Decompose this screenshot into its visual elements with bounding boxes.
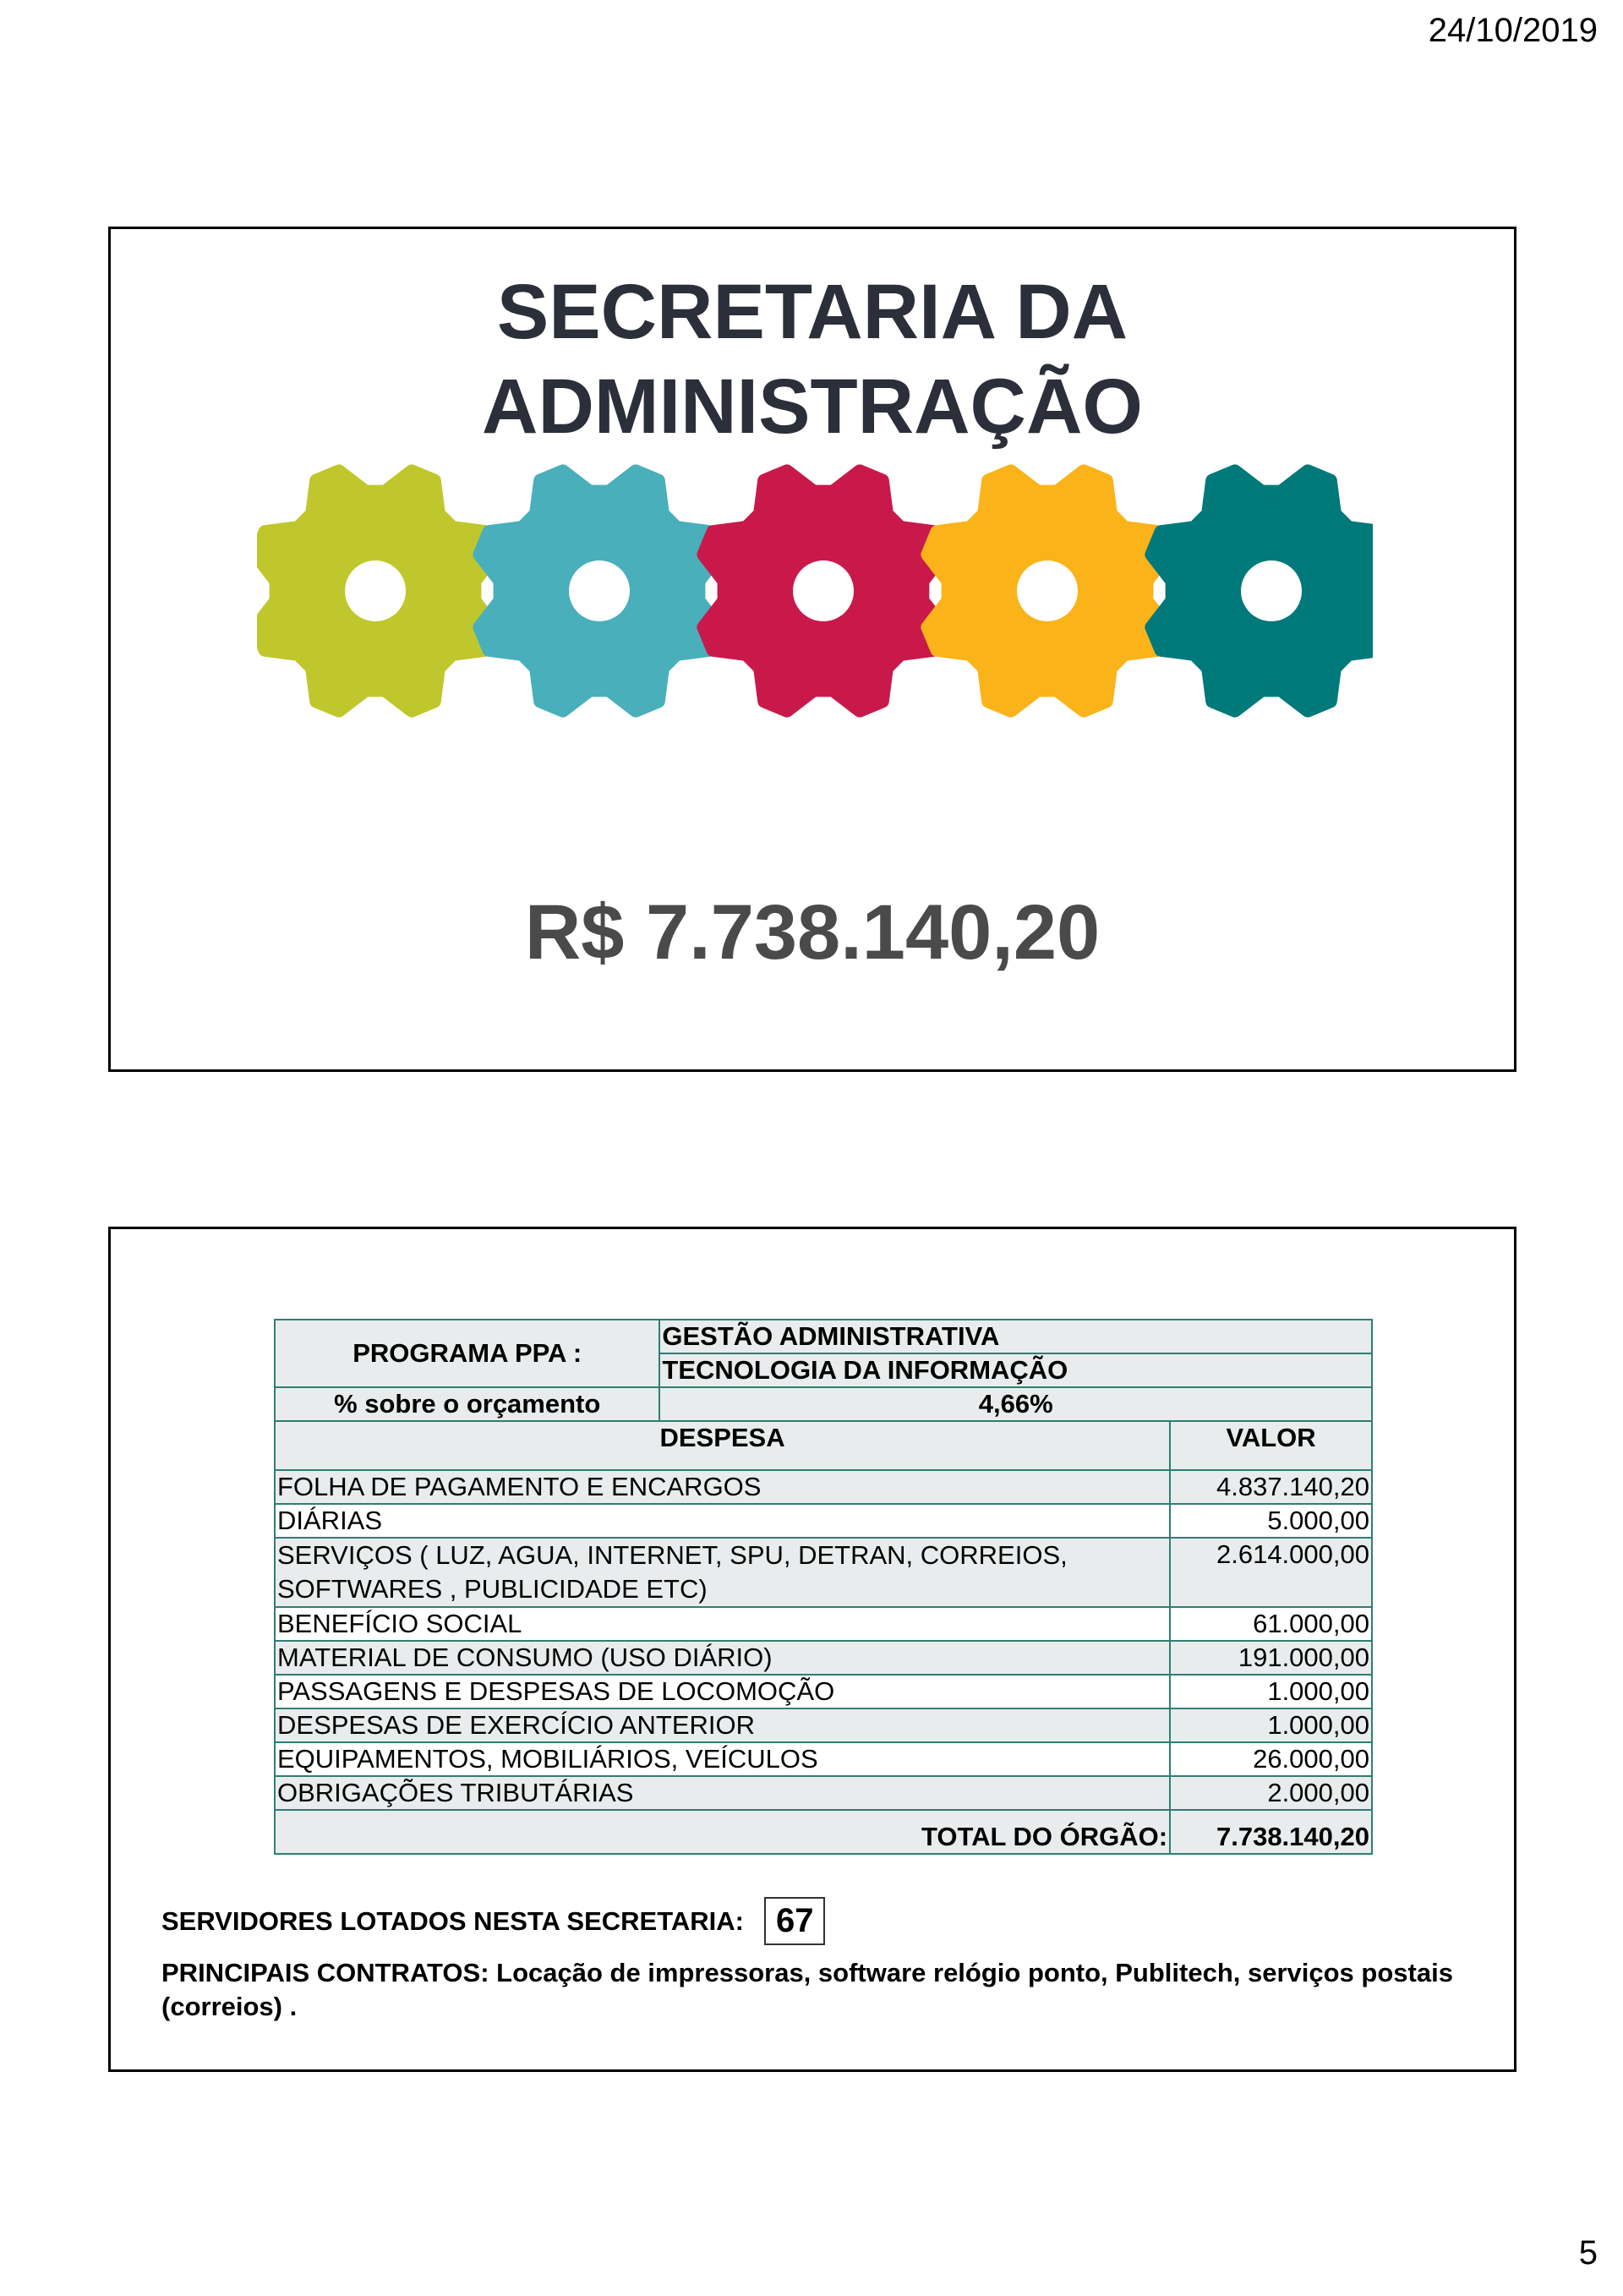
programa-row-1: [275, 1320, 1372, 1353]
gear-icon: [703, 471, 943, 710]
slide-title-text: [111, 265, 1514, 454]
row-despesa: MATERIAL DE CONSUMO (USO DIÁRIO): [275, 1641, 1170, 1675]
servidores-label: SERVIDORES LOTADOS NESTA SECRETARIA:: [161, 1905, 744, 1936]
row-valor: 2.000,00: [1170, 1776, 1372, 1810]
budget-amount: R$ 7.738.140,20: [524, 889, 1101, 976]
table-row: [275, 1776, 1372, 1810]
row-valor: 5.000,00: [1170, 1504, 1372, 1538]
programa-value-1: GESTÃO ADMINISTRATIVA: [659, 1320, 1372, 1353]
percent-label: % sobre o orçamento: [275, 1387, 659, 1421]
servidores-line: [161, 1897, 825, 1945]
table-row: [275, 1708, 1372, 1742]
row-despesa: DESPESAS DE EXERCÍCIO ANTERIOR: [275, 1708, 1170, 1742]
table-row: [275, 1641, 1372, 1675]
table-row: [275, 1607, 1372, 1641]
row-valor: 191.000,00: [1170, 1641, 1372, 1675]
row-valor: 4.837.140,20: [1170, 1470, 1372, 1504]
total-row: [275, 1810, 1372, 1854]
row-despesa: BENEFÍCIO SOCIAL: [275, 1607, 1170, 1641]
row-valor: 1.000,00: [1170, 1708, 1372, 1742]
page-date: 24/10/2019: [1428, 12, 1598, 49]
table-row: [275, 1504, 1372, 1538]
table-row: [275, 1675, 1372, 1708]
row-despesa: PASSAGENS E DESPESAS DE LOCOMOÇÃO: [275, 1675, 1170, 1708]
col-despesa: DESPESA: [275, 1421, 1170, 1470]
budget-table: [274, 1319, 1373, 1855]
programa-value-2: TECNOLOGIA DA INFORMAÇÃO: [659, 1353, 1372, 1387]
table-row: [275, 1538, 1372, 1607]
servidores-count: 67: [764, 1897, 826, 1945]
row-valor: 61.000,00: [1170, 1607, 1372, 1641]
slide-budget: [108, 1227, 1516, 2072]
row-valor: 1.000,00: [1170, 1675, 1372, 1708]
row-despesa: DIÁRIAS: [275, 1504, 1170, 1538]
total-value: 7.738.140,20: [1170, 1810, 1372, 1854]
percent-value: 4,66%: [659, 1387, 1372, 1421]
row-despesa: OBRIGAÇÕES TRIBUTÁRIAS: [275, 1776, 1170, 1810]
title-line-2: ADMINISTRAÇÃO: [482, 364, 1143, 450]
table-row: [275, 1470, 1372, 1504]
row-despesa: FOLHA DE PAGAMENTO E ENCARGOS: [275, 1470, 1170, 1504]
contratos-text: PRINCIPAIS CONTRATOS: Locação de impressoras, software relógio ponto, Publitech, serviços postais (correios) .: [161, 1958, 1453, 2021]
table-row: [275, 1742, 1372, 1776]
percent-row: [275, 1387, 1372, 1421]
gear-icon: [1151, 471, 1373, 710]
row-valor: 2.614.000,00: [1170, 1538, 1372, 1607]
title-line-1: SECRETARIA DA: [496, 269, 1128, 355]
row-despesa: SERVIÇOS ( LUZ, AGUA, INTERNET, SPU, DETRAN, CORREIOS, SOFTWARES , PUBLICIDADE ETC): [275, 1538, 1170, 1607]
row-despesa: EQUIPAMENTOS, MOBILIÁRIOS, VEÍCULOS: [275, 1742, 1170, 1776]
row-valor: 26.000,00: [1170, 1742, 1372, 1776]
page-number: 5: [1578, 2234, 1598, 2271]
gear-icon: [257, 471, 495, 710]
col-valor: VALOR: [1170, 1421, 1372, 1470]
gears-graphic: [257, 464, 1373, 718]
gear-icon: [927, 471, 1167, 710]
slide-title: [108, 227, 1516, 1072]
programa-label: PROGRAMA PPA :: [275, 1320, 659, 1387]
gear-icon: [479, 471, 719, 710]
total-label: TOTAL DO ÓRGÃO:: [275, 1810, 1170, 1854]
column-header-row: [275, 1421, 1372, 1470]
